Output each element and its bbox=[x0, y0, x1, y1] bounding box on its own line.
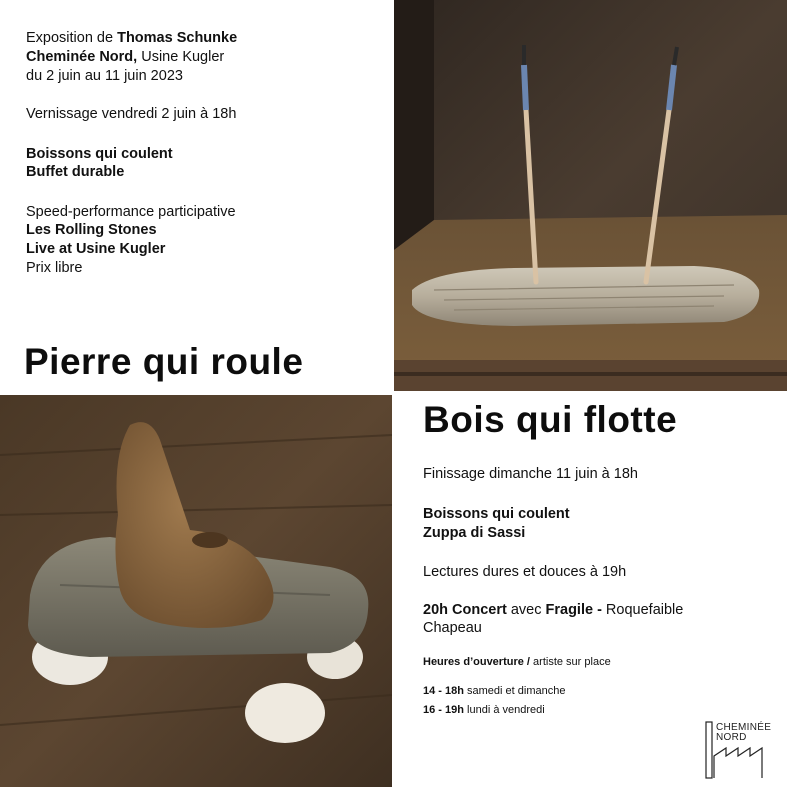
performance-title-1: Les Rolling Stones bbox=[26, 222, 157, 238]
hours-label: Heures d’ouverture / bbox=[423, 656, 530, 668]
hours-weekend bbox=[423, 684, 565, 698]
logo-line-1: CHEMINÉE bbox=[716, 722, 772, 733]
drinks-line: Boissons qui coulent bbox=[26, 146, 173, 162]
exhibition-prefix: Exposition de bbox=[26, 30, 118, 46]
vernissage-line: Vernissage vendredi 2 juin à 18h bbox=[26, 106, 237, 122]
stone-sculpture-illustration bbox=[0, 395, 392, 787]
hours-weekday bbox=[423, 703, 545, 717]
hat-line: Chapeau bbox=[423, 620, 482, 636]
hours-weekday-days: lundi à vendredi bbox=[463, 704, 545, 716]
hours-header bbox=[423, 655, 611, 669]
logo-line-2: NORD bbox=[716, 732, 747, 743]
venue-line bbox=[26, 48, 224, 67]
hours-weekend-time: 14 - 18h bbox=[423, 685, 464, 697]
price-line: Prix libre bbox=[26, 260, 83, 276]
date-range: du 2 juin au 11 juin 2023 bbox=[26, 68, 183, 84]
venue-name: Cheminée Nord, bbox=[26, 49, 138, 65]
readings-line: Lectures dures et douces à 19h bbox=[423, 564, 627, 580]
performance-title-2: Live at Usine Kugler bbox=[26, 241, 166, 257]
cheminee-nord-logo bbox=[704, 718, 778, 780]
hours-weekend-days: samedi et dimanche bbox=[463, 685, 566, 697]
concert-line bbox=[423, 601, 683, 620]
performance-intro: Speed-performance participative bbox=[26, 204, 236, 220]
soup-line: Zuppa di Sassi bbox=[423, 525, 526, 541]
drinks-line-right: Boissons qui coulent bbox=[423, 506, 570, 522]
exhibition-line bbox=[26, 29, 237, 48]
hours-weekday-time: 16 - 19h bbox=[423, 704, 464, 716]
hours-note: artiste sur place bbox=[529, 656, 611, 668]
title-pierre-qui-roule: Pierre qui roule bbox=[24, 341, 304, 382]
concert-with: avec bbox=[506, 602, 546, 618]
driftwood-illustration bbox=[394, 0, 787, 391]
artist-name: Thomas Schunke bbox=[117, 30, 238, 46]
concert-band-2: Roquefaible bbox=[601, 602, 684, 618]
concert-label: 20h Concert bbox=[423, 602, 507, 618]
venue-place: Usine Kugler bbox=[137, 49, 225, 65]
finissage-line: Finissage dimanche 11 juin à 18h bbox=[423, 466, 638, 482]
stone-sculpture-photo bbox=[0, 395, 392, 787]
title-bois-qui-flotte: Bois qui flotte bbox=[423, 399, 678, 440]
driftwood-photo bbox=[394, 0, 787, 391]
buffet-line: Buffet durable bbox=[26, 164, 125, 180]
concert-band: Fragile - bbox=[545, 602, 602, 618]
